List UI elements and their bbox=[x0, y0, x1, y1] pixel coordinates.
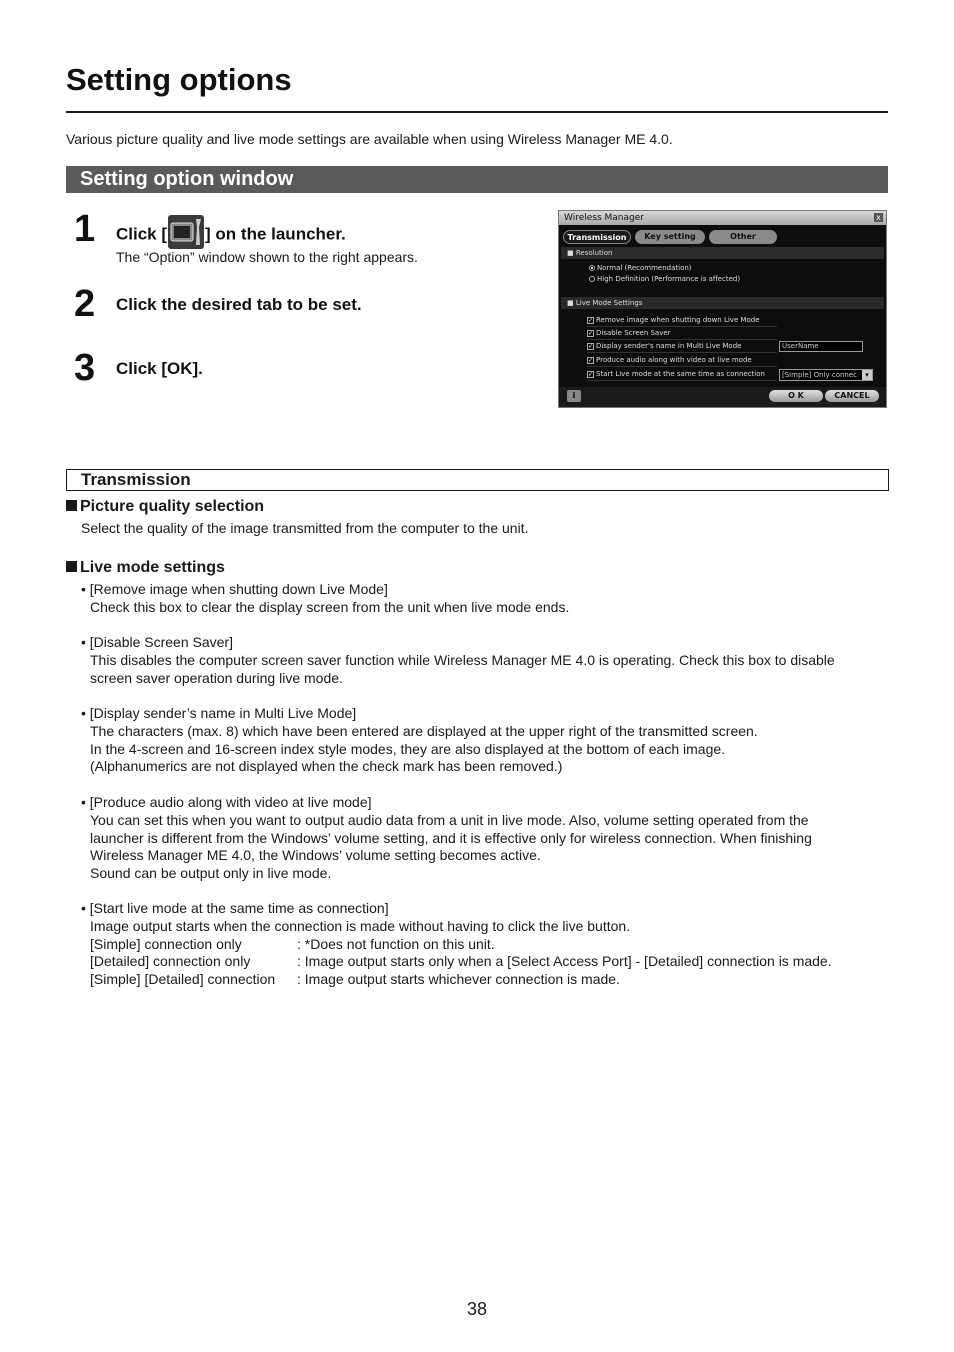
item-line: launcher is different from the Windows’ volume setting, and it is effective only for wireless connection. When finishing bbox=[90, 829, 812, 846]
step-1-text bbox=[116, 218, 346, 252]
check-disable-screensaver[interactable]: ✓ Disable Screen Saver bbox=[587, 327, 777, 340]
connection-label: [Detailed] connection only bbox=[90, 953, 251, 970]
check-start-live-mode[interactable]: ✓ Start Live mode at the same time as connection bbox=[587, 368, 777, 381]
item-line: Image output starts when the connection is made without having to click the live button. bbox=[90, 917, 631, 934]
live-mode-heading: Live mode settings bbox=[66, 559, 225, 577]
live-item-produce-audio bbox=[81, 794, 881, 883]
radio-selected-icon bbox=[589, 265, 595, 271]
item-line: The characters (max. 8) which have been entered are displayed at the upper right of the transmitted screen. bbox=[90, 722, 758, 739]
intro-text: Various picture quality and live mode settings are available when using Wireless Manager ME 4.0. bbox=[66, 131, 673, 147]
square-bullet-icon bbox=[66, 561, 77, 572]
close-icon[interactable]: x bbox=[874, 213, 883, 222]
item-line: Wireless Manager ME 4.0, the Windows’ volume setting becomes active. bbox=[90, 847, 541, 864]
page-title: Setting options bbox=[66, 62, 292, 97]
step-1-subtext: The “Option” window shown to the right appears. bbox=[116, 249, 418, 265]
username-input[interactable]: UserName bbox=[779, 341, 863, 352]
item-label: • [Produce audio along with video at live mode] bbox=[81, 794, 372, 810]
live-item-display-sender bbox=[81, 705, 881, 776]
checkbox-checked-icon: ✓ bbox=[588, 329, 594, 337]
checkbox-checked-icon: ✓ bbox=[588, 370, 594, 378]
item-label: • [Start live mode at the same time as connection] bbox=[81, 900, 389, 916]
dialog-titlebar bbox=[559, 211, 886, 225]
tab-transmission[interactable]: Transmission bbox=[563, 230, 631, 244]
info-button[interactable]: i bbox=[567, 390, 581, 402]
picture-quality-text: Select the quality of the image transmitted from the computer to the unit. bbox=[81, 520, 529, 536]
radio-normal[interactable]: Normal (Recommendation) bbox=[589, 264, 692, 272]
step-3-text: Click [OK]. bbox=[116, 359, 203, 378]
live-mode-header: ■ Live Mode Settings bbox=[561, 297, 884, 309]
item-label: • [Display sender’s name in Multi Live Mode] bbox=[81, 705, 357, 721]
radio-high-definition[interactable]: High Definition (Performance is affected) bbox=[589, 275, 740, 283]
live-item-remove-image bbox=[81, 581, 881, 617]
item-label: • [Disable Screen Saver] bbox=[81, 634, 233, 650]
step-3-number: 3 bbox=[74, 347, 96, 389]
checkbox-checked-icon: ✓ bbox=[588, 356, 594, 364]
connection-select[interactable] bbox=[779, 369, 873, 381]
item-line: screen saver operation during live mode. bbox=[90, 669, 343, 686]
step-1-number: 1 bbox=[74, 208, 96, 250]
step-1-text-before: Click [ bbox=[116, 224, 168, 244]
live-item-disable-screensaver bbox=[81, 634, 881, 687]
ok-button[interactable]: O K bbox=[769, 390, 823, 402]
option-window bbox=[558, 210, 887, 408]
square-bullet-icon bbox=[66, 500, 77, 511]
check-display-sender-name[interactable]: ✓ Display sender's name in Multi Live Mode bbox=[587, 340, 777, 353]
item-line: This disables the computer screen saver function while Wireless Manager ME 4.0 is operating. Check this box to disable bbox=[90, 651, 835, 668]
item-line: Check this box to clear the display screen from the unit when live mode ends. bbox=[90, 598, 570, 615]
chevron-down-icon: ▾ bbox=[862, 370, 872, 380]
tab-key-setting[interactable]: Key setting bbox=[635, 230, 705, 244]
step-2-number: 2 bbox=[74, 283, 96, 325]
resolution-header: ■ Resolution bbox=[561, 247, 884, 259]
page-number: 38 bbox=[466, 1299, 488, 1319]
connection-desc: : Image output starts only when a [Select Access Port] - [Detailed] connection is made. bbox=[297, 953, 832, 970]
check-remove-image[interactable]: ✓ Remove image when shutting down Live Mode bbox=[587, 314, 777, 327]
checkbox-checked-icon: ✓ bbox=[588, 316, 594, 324]
item-line: You can set this when you want to output audio data from a unit in live mode. Also, volume setting operated from the bbox=[90, 811, 809, 828]
cancel-button[interactable]: CANCEL bbox=[825, 390, 879, 402]
connection-select-value: [Simple] Only connec bbox=[782, 371, 858, 379]
radio-icon bbox=[589, 276, 595, 282]
item-line: Sound can be output only in live mode. bbox=[90, 865, 332, 882]
option-tools-icon bbox=[168, 215, 204, 249]
item-line: In the 4-screen and 16-screen index style modes, they are also displayed at the bottom of each image. bbox=[90, 740, 726, 757]
tab-other[interactable]: Other bbox=[709, 230, 777, 244]
connection-desc: : *Does not function on this unit. bbox=[297, 935, 495, 952]
dialog-title: Wireless Manager bbox=[564, 213, 644, 223]
picture-quality-heading: Picture quality selection bbox=[66, 498, 264, 516]
item-line: (Alphanumerics are not displayed when the check mark has been removed.) bbox=[90, 758, 563, 775]
section-heading: Setting option window bbox=[66, 166, 888, 193]
step-2-text: Click the desired tab to be set. bbox=[116, 295, 362, 314]
checkbox-checked-icon: ✓ bbox=[588, 342, 594, 350]
connection-label: [Simple] connection only bbox=[90, 935, 242, 952]
transmission-heading: Transmission bbox=[66, 469, 889, 491]
step-1-text-after: ] on the launcher. bbox=[205, 224, 346, 244]
title-rule bbox=[66, 111, 888, 113]
item-label: • [Remove image when shutting down Live Mode] bbox=[81, 581, 388, 597]
check-produce-audio[interactable]: ✓ Produce audio along with video at live mode bbox=[587, 354, 777, 367]
connection-desc: : Image output starts whichever connection is made. bbox=[297, 971, 620, 988]
live-item-start-live bbox=[81, 900, 881, 990]
connection-label: [Simple] [Detailed] connection bbox=[90, 971, 276, 988]
